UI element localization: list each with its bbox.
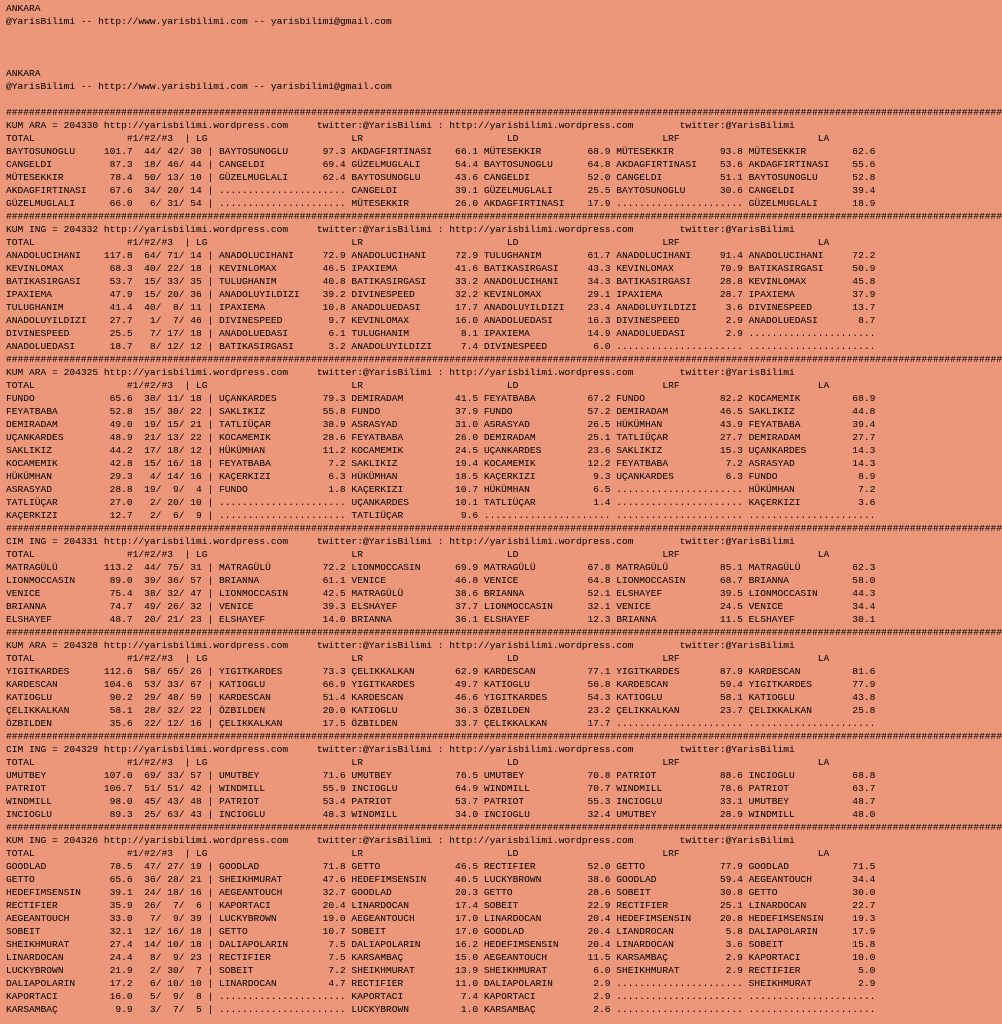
text-line: PATRIOT 106.7 51/ 51/ 42 | WINDMILL 55.9 INCIOGLU 64.9 WINDMILL 70.7 WINDMILL 78.6 PATRIOT 63.7 xyxy=(6,783,876,794)
text-line: CIM ING = 204329 http://yarisbilimi.wordpress.com twitter:@YarisBilimi : http://yarisbilimi.wordpress.com twitter:@YarisBilimi xyxy=(6,744,795,755)
text-line: HÜKÜMHAN 29.3 4/ 14/ 16 | KAÇERKIZI 6.3 HÜKÜMHAN 18.5 KAÇERKIZI 9.3 UÇANKARDES 6.3 FUNDO 8.9 xyxy=(6,471,876,482)
text-line: FUNDO 65.6 38/ 11/ 18 | UÇANKARDES 79.3 DEMIRADAM 41.5 FEYATBABA 67.2 FUNDO 82.2 KOCAMEMIK 68.9 xyxy=(6,393,876,404)
text-line: LUCKYBROWN 21.9 2/ 30/ 7 | SOBEIT 7.2 SHEIKHMURAT 13.9 SHEIKHMURAT 6.0 SHEIKHMURAT 2.9 RECTIFIER 5.0 xyxy=(6,965,876,976)
text-line: ############################################################################################################################################################################# xyxy=(6,822,1002,833)
text-line: VENICE 75.4 38/ 32/ 47 | LIONMOCCASIN 42.5 MATRAGÜLÜ 38.6 BRIANNA 52.1 ELSHAYEF 39.5 LIONMOCCASIN 44.3 xyxy=(6,588,876,599)
text-line: GETTO 65.6 36/ 28/ 21 | SHEIKHMURAT 47.6 HEDEFIMSENSIN 46.5 LUCKYBROWN 38.6 GOODLAD 59.4 AEGEANTOUCH 34.4 xyxy=(6,874,876,885)
text-line: INCIOGLU 89.3 25/ 63/ 43 | INCIOGLU 48.3 WINDMILL 34.0 INCIOGLU 32.4 UMUTBEY 28.9 WINDMILL 48.0 xyxy=(6,809,876,820)
text-line: TOTAL #1/#2/#3 | LG LR LD LRF LA xyxy=(6,380,830,391)
text-line: WINDMILL 98.0 45/ 43/ 48 | PATRIOT 53.4 PATRIOT 53.7 PATRIOT 55.3 INCIOGLU 33.1 UMUTBEY 48.7 xyxy=(6,796,876,807)
text-line: ANKARA xyxy=(6,3,41,14)
text-line: GÜZELMUGLALI 66.0 6/ 31/ 54 | ...................... MÜTESEKKIR 26.0 AKDAGFIRTINASI 17.9 ...................... GÜZELMUGLALI 18.9 xyxy=(6,198,876,209)
text-line: BAYTOSUNOGLU 101.7 44/ 42/ 30 | BAYTOSUNOGLU 97.3 AKDAGFIRTINASI 66.1 MÜTESEKKIR 68.9 MÜTESEKKIR 93.8 MÜTESEKKIR 62.6 xyxy=(6,146,876,157)
text-line: MÜTESEKKIR 78.4 50/ 13/ 10 | GÜZELMUGLALI 62.4 BAYTOSUNOGLU 43.6 CANGELDI 52.0 CANGELDI 51.1 BAYTOSUNOGLU 52.8 xyxy=(6,172,876,183)
text-line: ############################################################################################################################################################################# xyxy=(6,523,1002,534)
text-line: KUM ARA = 204328 http://yarisbilimi.wordpress.com twitter:@YarisBilimi : http://yarisbilimi.wordpress.com twitter:@YarisBilimi xyxy=(6,640,795,651)
text-line: KOCAMEMIK 42.8 15/ 16/ 18 | FEYATBABA 7.2 SAKLIKIZ 19.4 KOCAMEMIK 12.2 FEYATBABA 7.2 ASRASYAD 14.3 xyxy=(6,458,876,469)
text-line: ANADOLUEDASI 18.7 8/ 12/ 12 | BATIKASIRGASI 3.2 ANADOLUYILDIZI 7.4 DIVINESPEED 6.0 ...................... ...................... xyxy=(6,341,876,352)
text-line: CANGELDI 87.3 18/ 46/ 44 | CANGELDI 69.4 GÜZELMUGLALI 54.4 BAYTOSUNOGLU 64.8 AKDAGFIRTINASI 53.6 AKDAGFIRTINASI 55.6 xyxy=(6,159,876,170)
text-line: TOTAL #1/#2/#3 | LG LR LD LRF LA xyxy=(6,848,830,859)
text-line: KARDESCAN 104.6 53/ 33/ 67 | KATIOGLU 66.9 YIGITKARDES 49.7 KATIOGLU 56.8 KARDESCAN 59.4 YIGITKARDES 77.9 xyxy=(6,679,876,690)
text-line: ANADOLUYILDIZI 27.7 1/ 7/ 46 | DIVINESPEED 9.7 KEVINLOMAX 16.0 ANADOLUEDASI 16.3 DIVINESPEED 2.9 ANADOLUEDASI 8.7 xyxy=(6,315,876,326)
text-line xyxy=(6,28,1002,41)
text-line: ############################################################################################################################################################################# xyxy=(6,627,1002,638)
text-line: KATIOGLU 90.2 29/ 48/ 59 | KARDESCAN 51.4 KARDESCAN 46.6 YIGITKARDES 54.3 KATIOGLU 58.1 KATIOGLU 43.8 xyxy=(6,692,876,703)
text-line xyxy=(6,41,1002,54)
text-line: SOBEIT 32.1 12/ 16/ 18 | GETTO 10.7 SOBEIT 17.0 GOODLAD 20.4 LIANDROCAN 5.8 DALIAPOLARIN 17.9 xyxy=(6,926,876,937)
text-line: @YarisBilimi -- http://www.yarisbilimi.com -- yarisbilimi@gmail.com xyxy=(6,16,392,27)
text-line: ÇELIKKALKAN 58.1 28/ 32/ 22 | ÖZBILDEN 20.0 KATIOGLU 36.3 ÖZBILDEN 23.2 ÇELIKKALKAN 23.7 ÇELIKKALKAN 25.8 xyxy=(6,705,876,716)
text-line xyxy=(6,93,1002,106)
text-line: HEDEFIMSENSIN 39.1 24/ 18/ 16 | AEGEANTOUCH 32.7 GOODLAD 20.3 GETTO 28.6 SOBEIT 30.8 GETTO 30.0 xyxy=(6,887,876,898)
text-line: KAPORTACI 16.0 5/ 9/ 8 | ...................... KAPORTACI 7.4 KAPORTACI 2.9 ...................... ...................... xyxy=(6,991,876,1002)
text-line: UÇANKARDES 48.9 21/ 13/ 22 | KOCAMEMIK 28.6 FEYATBABA 26.0 DEMIRADAM 25.1 TATLIÜÇAR 27.7 DEMIRADAM 27.7 xyxy=(6,432,876,443)
text-line: BRIANNA 74.7 49/ 26/ 32 | VENICE 39.3 ELSHAYEF 37.7 LIONMOCCASIN 32.1 VENICE 24.5 VENICE 34.4 xyxy=(6,601,876,612)
text-line: UMUTBEY 107.0 69/ 33/ 57 | UMUTBEY 71.6 UMUTBEY 76.5 UMUTBEY 70.8 PATRIOT 88.6 INCIOGLU 68.8 xyxy=(6,770,876,781)
text-line: IPAXIEMA 47.9 15/ 20/ 36 | ANADOLUYILDIZI 39.2 DIVINESPEED 32.2 KEVINLOMAX 29.1 IPAXIEMA 28.7 IPAXIEMA 37.9 xyxy=(6,289,876,300)
text-line: KUM ARA = 204325 http://yarisbilimi.wordpress.com twitter:@YarisBilimi : http://yarisbilimi.wordpress.com twitter:@YarisBilimi xyxy=(6,367,795,378)
text-line: DALIAPOLARIN 17.2 6/ 10/ 10 | LINARDOCAN 4.7 RECTIFIER 11.0 DALIAPOLARIN 2.9 ...................... SHEIKHMURAT 2.9 xyxy=(6,978,876,989)
text-line: KAÇERKIZI 12.7 2/ 6/ 9 | ...................... TATLIÜÇAR 9.6 ...................... ...................... ...................... xyxy=(6,510,876,521)
text-line: ANKARA xyxy=(6,68,41,79)
text-line: @YarisBilimi -- http://www.yarisbilimi.com -- yarisbilimi@gmail.com xyxy=(6,81,392,92)
text-line xyxy=(6,54,1002,67)
text-line: FEYATBABA 52.8 15/ 30/ 22 | SAKLIKIZ 55.8 FUNDO 37.9 FUNDO 57.2 DEMIRADAM 46.5 SAKLIKIZ 44.8 xyxy=(6,406,876,417)
text-line: BATIKASIRGASI 53.7 15/ 33/ 35 | TULUGHANIM 40.8 BATIKASIRGASI 33.2 ANADOLUCIHANI 34.3 BATIKASIRGASI 28.8 KEVINLOMAX 45.8 xyxy=(6,276,876,287)
text-line: ASRASYAD 28.8 19/ 9/ 4 | FUNDO 1.8 KAÇERKIZI 10.7 HÜKÜMHAN 6.5 ...................... HÜKÜMHAN 7.2 xyxy=(6,484,876,495)
text-line: ############################################################################################################################################################################# xyxy=(6,731,1002,742)
text-line: ############################################################################################################################################################################# xyxy=(6,211,1002,222)
text-line: KUM ING = 204326 http://yarisbilimi.wordpress.com twitter:@YarisBilimi : http://yarisbilimi.wordpress.com twitter:@YarisBilimi xyxy=(6,835,795,846)
text-line: ÖZBILDEN 35.6 22/ 12/ 16 | ÇELIKKALKAN 17.5 ÖZBILDEN 33.7 ÇELIKKALKAN 17.7 ...................... ...................... xyxy=(6,718,876,729)
text-line: TATLIÜÇAR 27.0 2/ 20/ 10 | ...................... UÇANKARDES 10.1 TATLIÜÇAR 1.4 ...................... KAÇERKIZI 3.6 xyxy=(6,497,876,508)
text-line: TOTAL #1/#2/#3 | LG LR LD LRF LA xyxy=(6,133,830,144)
text-line: MATRAGÜLÜ 113.2 44/ 75/ 31 | MATRAGÜLÜ 72.2 LIONMOCCASIN 69.9 MATRAGÜLÜ 67.8 MATRAGÜLÜ 85.1 MATRAGÜLÜ 62.3 xyxy=(6,562,876,573)
text-line: KUM ARA = 204330 http://yarisbilimi.wordpress.com twitter:@YarisBilimi : http://yarisbilimi.wordpress.com twitter:@YarisBilimi xyxy=(6,120,795,131)
text-line: GOODLAD 78.5 47/ 27/ 19 | GOODLAD 71.8 GETTO 46.5 RECTIFIER 52.0 GETTO 77.9 GOODLAD 71.5 xyxy=(6,861,876,872)
text-line: TOTAL #1/#2/#3 | LG LR LD LRF LA xyxy=(6,549,830,560)
text-line: SHEIKHMURAT 27.4 14/ 10/ 18 | DALIAPOLARIN 7.5 DALIAPOLARIN 16.2 HEDEFIMSENSIN 20.4 LINARDOCAN 3.6 SOBEIT 15.8 xyxy=(6,939,876,950)
text-line: RECTIFIER 35.9 26/ 7/ 6 | KAPORTACI 20.4 LINARDOCAN 17.4 SOBEIT 22.9 RECTIFIER 25.1 LINARDOCAN 22.7 xyxy=(6,900,876,911)
text-line: KEVINLOMAX 68.3 40/ 22/ 18 | KEVINLOMAX 46.5 IPAXIEMA 41.6 BATIKASIRGASI 43.3 KEVINLOMAX 70.9 BATIKASIRGASI 50.9 xyxy=(6,263,876,274)
text-line: ELSHAYEF 48.7 20/ 21/ 23 | ELSHAYEF 14.0 BRIANNA 36.1 ELSHAYEF 12.3 BRIANNA 11.5 ELSHAYEF 30.1 xyxy=(6,614,876,625)
text-line: AEGEANTOUCH 33.0 7/ 9/ 39 | LUCKYBROWN 19.0 AEGEANTOUCH 17.0 LINARDOCAN 20.4 HEDEFIMSENSIN 20.8 HEDEFIMSENSIN 19.3 xyxy=(6,913,876,924)
text-line: LINARDOCAN 24.4 8/ 9/ 23 | RECTIFIER 7.5 KARSAMBAÇ 15.0 AEGEANTOUCH 11.5 KARSAMBAÇ 2.9 KAPORTACI 10.0 xyxy=(6,952,876,963)
text-line: ############################################################################################################################################################################# xyxy=(6,354,1002,365)
text-line: AKDAGFIRTINASI 67.6 34/ 20/ 14 | ...................... CANGELDI 39.1 GÜZELMUGLALI 25.5 BAYTOSUNOGLU 30.6 CANGELDI 39.4 xyxy=(6,185,876,196)
text-line: ############################################################################################################################################################################# xyxy=(6,107,1002,118)
text-line: KARSAMBAÇ 9.9 3/ 7/ 5 | ...................... LUCKYBROWN 1.0 KARSAMBAÇ 2.6 ...................... ...................... xyxy=(6,1004,876,1015)
text-line: TOTAL #1/#2/#3 | LG LR LD LRF LA xyxy=(6,237,830,248)
text-line: TOTAL #1/#2/#3 | LG LR LD LRF LA xyxy=(6,653,830,664)
text-line: TULUGHANIM 41.4 40/ 8/ 11 | IPAXIEMA 10.8 ANADOLUEDASI 17.7 ANADOLUYILDIZI 23.4 ANADOLUYILDIZI 3.6 DIVINESPEED 13.7 xyxy=(6,302,876,313)
text-line: LIONMOCCASIN 89.0 39/ 36/ 57 | BRIANNA 61.1 VENICE 46.8 VENICE 64.8 LIONMOCCASIN 68.7 BRIANNA 58.0 xyxy=(6,575,876,586)
text-line: TOTAL #1/#2/#3 | LG LR LD LRF LA xyxy=(6,757,830,768)
text-line: CIM ING = 204331 http://yarisbilimi.wordpress.com twitter:@YarisBilimi : http://yarisbilimi.wordpress.com twitter:@YarisBilimi xyxy=(6,536,795,547)
text-line: YIGITKARDES 112.6 58/ 65/ 26 | YIGITKARDES 73.3 ÇELIKKALKAN 62.9 KARDESCAN 77.1 YIGITKARDES 87.9 KARDESCAN 81.6 xyxy=(6,666,876,677)
text-line: SAKLIKIZ 44.2 17/ 18/ 12 | HÜKÜMHAN 11.2 KOCAMEMIK 24.5 UÇANKARDES 23.6 SAKLIKIZ 15.3 UÇANKARDES 14.3 xyxy=(6,445,876,456)
text-line: KUM ING = 204332 http://yarisbilimi.wordpress.com twitter:@YarisBilimi : http://yarisbilimi.wordpress.com twitter:@YarisBilimi xyxy=(6,224,795,235)
text-line: ANADOLUCIHANI 117.8 64/ 71/ 14 | ANADOLUCIHANI 72.9 ANADOLUCIHANI 72.9 TULUGHANIM 61.7 ANADOLUCIHANI 91.4 ANADOLUCIHANI 72.2 xyxy=(6,250,876,261)
text-line: DIVINESPEED 25.5 7/ 17/ 18 | ANADOLUEDASI 6.1 TULUGHANIM 8.1 IPAXIEMA 14.9 ANADOLUEDASI 2.9 ...................... xyxy=(6,328,876,339)
text-line: DEMIRADAM 49.0 19/ 15/ 21 | TATLIÜÇAR 38.9 ASRASYAD 31.0 ASRASYAD 26.5 HÜKÜMHAN 43.9 FEYATBABA 39.4 xyxy=(6,419,876,430)
